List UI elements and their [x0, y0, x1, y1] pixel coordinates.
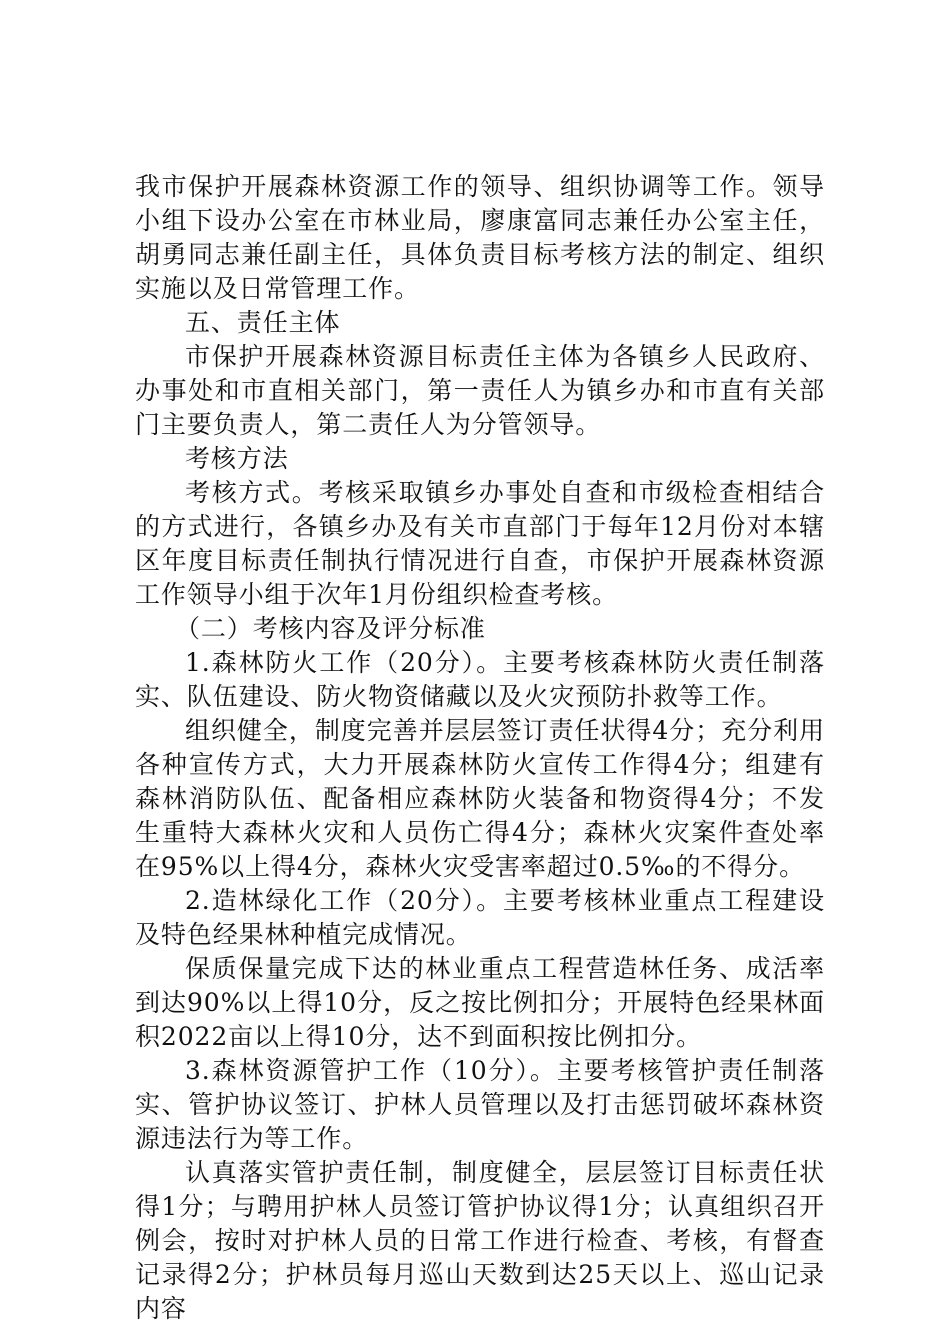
paragraph-assessment-mode: 考核方式。考核采取镇乡办事处自查和市级检查相结合的方式进行，各镇乡办及有关市直部门于每年12月份对本辖区年度目标责任制执行情况进行自查，市保护开展森林资源工作领导小组于次年1月份组织检查考核。: [135, 478, 825, 609]
paragraph-leading-organization: 我市保护开展森林资源工作的领导、组织协调等工作。领导小组下设办公室在市林业局，廖康富同志兼任办公室主任，胡勇同志兼任副主任，具体负责目标考核方法的制定、组织实施以及日常管理工作。: [135, 172, 825, 303]
paragraph-responsibility-subject: 市保护开展森林资源目标责任主体为各镇乡人民政府、办事处和市直相关部门，第一责任人为镇乡办和市直有关部门主要负责人，第二责任人为分管领导。: [135, 342, 825, 439]
section-heading-assessment-method: 考核方法: [185, 444, 289, 473]
document-body: [135, 170, 825, 1326]
subheading-assessment-content: （二）考核内容及评分标准: [175, 614, 486, 643]
paragraph-fire-prevention-scoring: 组织健全，制度完善并层层签订责任状得4分；充分利用各种宣传方式，大力开展森林防火宣传工作得4分；组建有森林消防队伍、配备相应森林防火装备和物资得4分；不发生重特大森林火灾和人员伤亡得4分；森林火灾案件查处率在95%以上得4分，森林火灾受害率超过0.5‰的不得分。: [135, 716, 825, 881]
paragraph-resource-protection: 3.森林资源管护工作（10分）。主要考核管护责任制落实、管护协议签订、护林人员管理以及打击惩罚破坏森林资源违法行为等工作。: [135, 1056, 825, 1153]
paragraph-fire-prevention: 1.森林防火工作（20分）。主要考核森林防火责任制落实、队伍建设、防火物资储藏以及火灾预防扑救等工作。: [135, 648, 825, 711]
paragraph-resource-protection-scoring: 认真落实管护责任制，制度健全，层层签订目标责任状得1分；与聘用护林人员签订管护协议得1分；认真组织召开例会，按时对护林人员的日常工作进行检查、考核，有督查记录得2分；护林员每月巡山天数到达25天以上、巡山记录内容: [135, 1158, 825, 1323]
paragraph-afforestation-scoring: 保质保量完成下达的林业重点工程营造林任务、成活率到达90%以上得10分，反之按比例扣分；开展特色经果林面积2022亩以上得10分，达不到面积按比例扣分。: [135, 954, 825, 1051]
section-heading-responsibility: 五、责任主体: [185, 308, 341, 337]
paragraph-afforestation: 2.造林绿化工作（20分）。主要考核林业重点工程建设及特色经果林种植完成情况。: [135, 886, 825, 949]
